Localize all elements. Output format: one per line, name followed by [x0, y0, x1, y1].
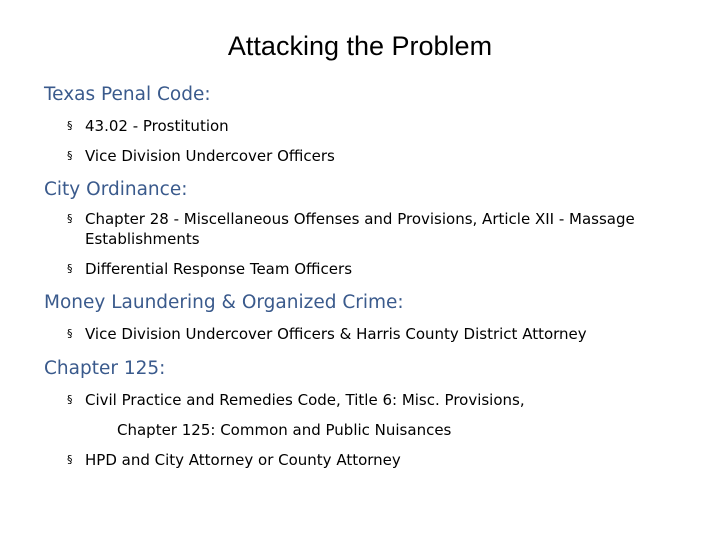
section-heading-city-ordinance: City Ordinance:: [44, 179, 188, 200]
bullet-text: Differential Response Team Officers: [85, 260, 353, 278]
list-item: [44, 324, 704, 344]
bullet-marker: §: [67, 262, 73, 275]
bullet-marker: §: [67, 327, 73, 340]
list-item: [44, 259, 704, 279]
bullet-marker: §: [67, 393, 73, 406]
list-item: [44, 390, 704, 440]
bullet-marker: §: [67, 453, 73, 466]
section-heading-chapter-125: Chapter 125:: [44, 358, 166, 379]
bullet-list-money-laundering: [44, 324, 704, 344]
section-heading-texas-penal-code: Texas Penal Code:: [44, 84, 211, 105]
bullet-text: Chapter 28 - Miscellaneous Offenses and Provisions, Article XII - Massage Establishments: [85, 210, 635, 248]
bullet-list-city-ordinance: [44, 209, 704, 279]
bullet-text: Vice Division Undercover Officers: [85, 147, 335, 165]
bullet-list-texas-penal-code: [44, 116, 704, 166]
slide-title: Attacking the Problem: [227, 31, 493, 61]
bullet-list-chapter-125: [44, 390, 704, 470]
list-item: [44, 209, 704, 249]
list-item: [44, 450, 704, 470]
bullet-marker: §: [67, 119, 73, 132]
bullet-text: Vice Division Undercover Officers & Harris County District Attorney: [85, 325, 587, 343]
list-item: [44, 146, 704, 166]
section-heading-money-laundering: Money Laundering & Organized Crime:: [44, 292, 404, 313]
bullet-marker: §: [67, 149, 73, 162]
list-item: [44, 116, 704, 136]
bullet-text: 43.02 - Prostitution: [85, 117, 229, 135]
bullet-text: Civil Practice and Remedies Code, Title 6: Misc. Provisions,: [85, 391, 525, 409]
bullet-text: HPD and City Attorney or County Attorney: [85, 451, 401, 469]
bullet-marker: §: [67, 212, 73, 225]
bullet-continuation-text: Chapter 125: Common and Public Nuisances: [117, 421, 452, 439]
slide-content: [44, 82, 704, 470]
